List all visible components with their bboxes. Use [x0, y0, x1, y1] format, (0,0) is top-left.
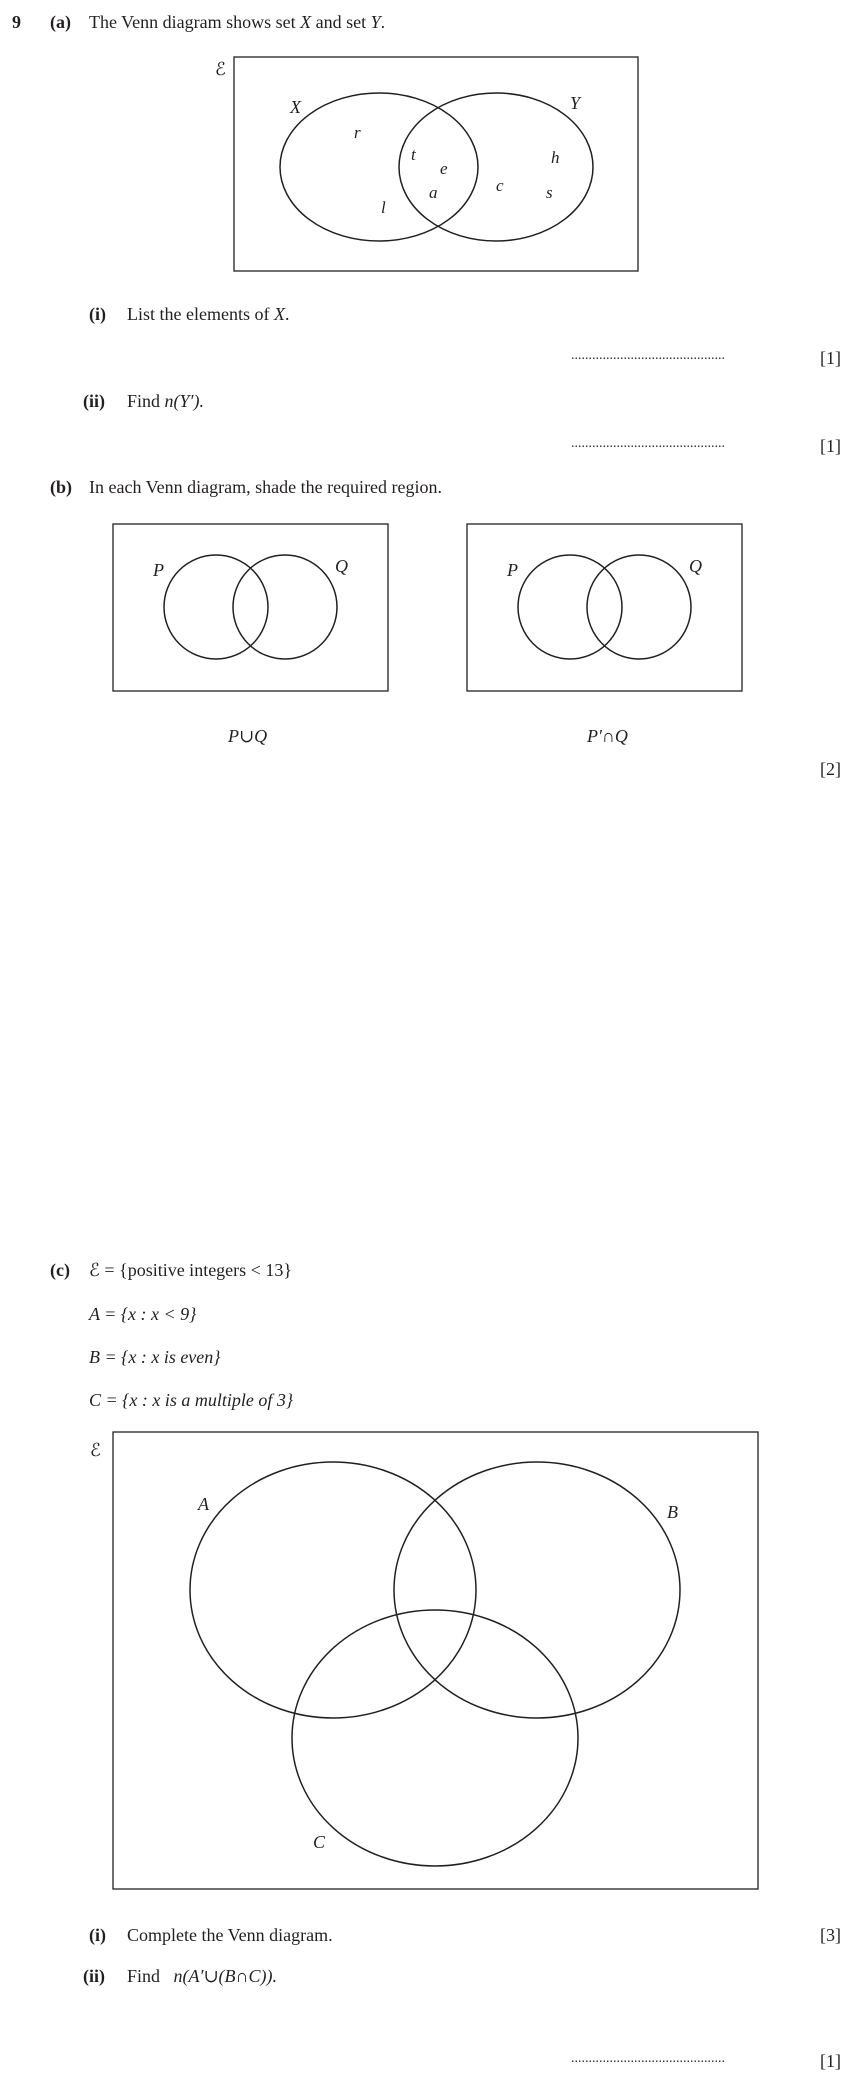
set-q-circle-b2 — [587, 555, 691, 659]
part-c-i-text: Complete the Venn diagram. — [127, 1925, 333, 1945]
part-c-set-b: B = {x : x is even} — [89, 1347, 221, 1367]
venn-element: r — [354, 123, 361, 142]
set-q-circle-b1 — [233, 555, 337, 659]
set-c-ellipse — [292, 1610, 578, 1866]
part-c-set-c: C = {x : x is a multiple of 3} — [89, 1390, 294, 1410]
caption-b2: P′∩Q — [587, 726, 628, 746]
universal-symbol-a: ℰ — [215, 59, 226, 79]
part-c-universal-set: ℰ = {positive integers < 13} — [89, 1260, 292, 1280]
part-c-ii-text: Find n(A′∪(B∩C)). — [127, 1966, 278, 1986]
marks-a-i: [1] — [820, 348, 841, 368]
venn-element: a — [429, 183, 438, 202]
part-c-ii-label: (ii) — [83, 1966, 105, 1986]
marks-c-ii: [1] — [820, 2051, 841, 2071]
part-a-intro: The Venn diagram shows set X and set Y. — [89, 12, 386, 32]
set-q-label-b2: Q — [689, 556, 702, 576]
marks-b: [2] — [820, 759, 841, 779]
set-a-label: A — [198, 1494, 209, 1514]
venn-element: s — [546, 183, 553, 202]
caption-b1: P∪Q — [228, 726, 268, 746]
venn-element: e — [440, 159, 448, 178]
universal-set-box-b2 — [467, 524, 742, 691]
part-a-i-label: (i) — [89, 304, 106, 324]
answer-line-a-ii[interactable]: ............................................ — [571, 437, 725, 451]
set-b-ellipse — [394, 1462, 680, 1718]
set-a-ellipse — [190, 1462, 476, 1718]
universal-symbol-c: ℰ — [90, 1440, 101, 1460]
set-x-label: X — [290, 97, 301, 117]
answer-line-c-ii[interactable]: ............................................ — [571, 2052, 725, 2066]
part-c-label: (c) — [50, 1260, 70, 1280]
set-p-circle-b1 — [164, 555, 268, 659]
answer-line-a-i[interactable]: ............................................ — [571, 349, 725, 363]
part-b-label: (b) — [50, 477, 72, 497]
part-c-set-a: A = {x : x < 9} — [89, 1304, 197, 1324]
set-y-label: Y — [570, 93, 581, 113]
set-q-label-b1: Q — [335, 556, 348, 576]
part-a-ii-text: Find n(Y′). — [127, 391, 204, 411]
set-p-circle-b2 — [518, 555, 622, 659]
venn-element: l — [381, 198, 386, 217]
part-c-i-label: (i) — [89, 1925, 106, 1945]
venn-element: t — [411, 145, 416, 164]
universal-set-box-c — [113, 1432, 758, 1889]
venn-element: c — [496, 176, 504, 195]
set-p-label-b1: P — [153, 560, 164, 580]
set-c-label: C — [313, 1832, 326, 1852]
set-x-ellipse — [280, 93, 478, 241]
marks-a-ii: [1] — [820, 436, 841, 456]
part-b-text: In each Venn diagram, shade the required region. — [89, 477, 443, 497]
set-b-label: B — [667, 1502, 678, 1522]
part-a-ii-label: (ii) — [83, 391, 105, 411]
marks-c-i: [3] — [820, 1925, 841, 1945]
universal-set-box-a — [234, 57, 638, 271]
part-a-label: (a) — [50, 12, 71, 32]
part-a-i-text: List the elements of X. — [127, 304, 290, 324]
question-number: 9 — [12, 12, 21, 32]
set-y-ellipse — [399, 93, 593, 241]
universal-set-box-b1 — [113, 524, 388, 691]
set-p-label-b2: P — [507, 560, 518, 580]
venn-element: h — [551, 148, 560, 167]
